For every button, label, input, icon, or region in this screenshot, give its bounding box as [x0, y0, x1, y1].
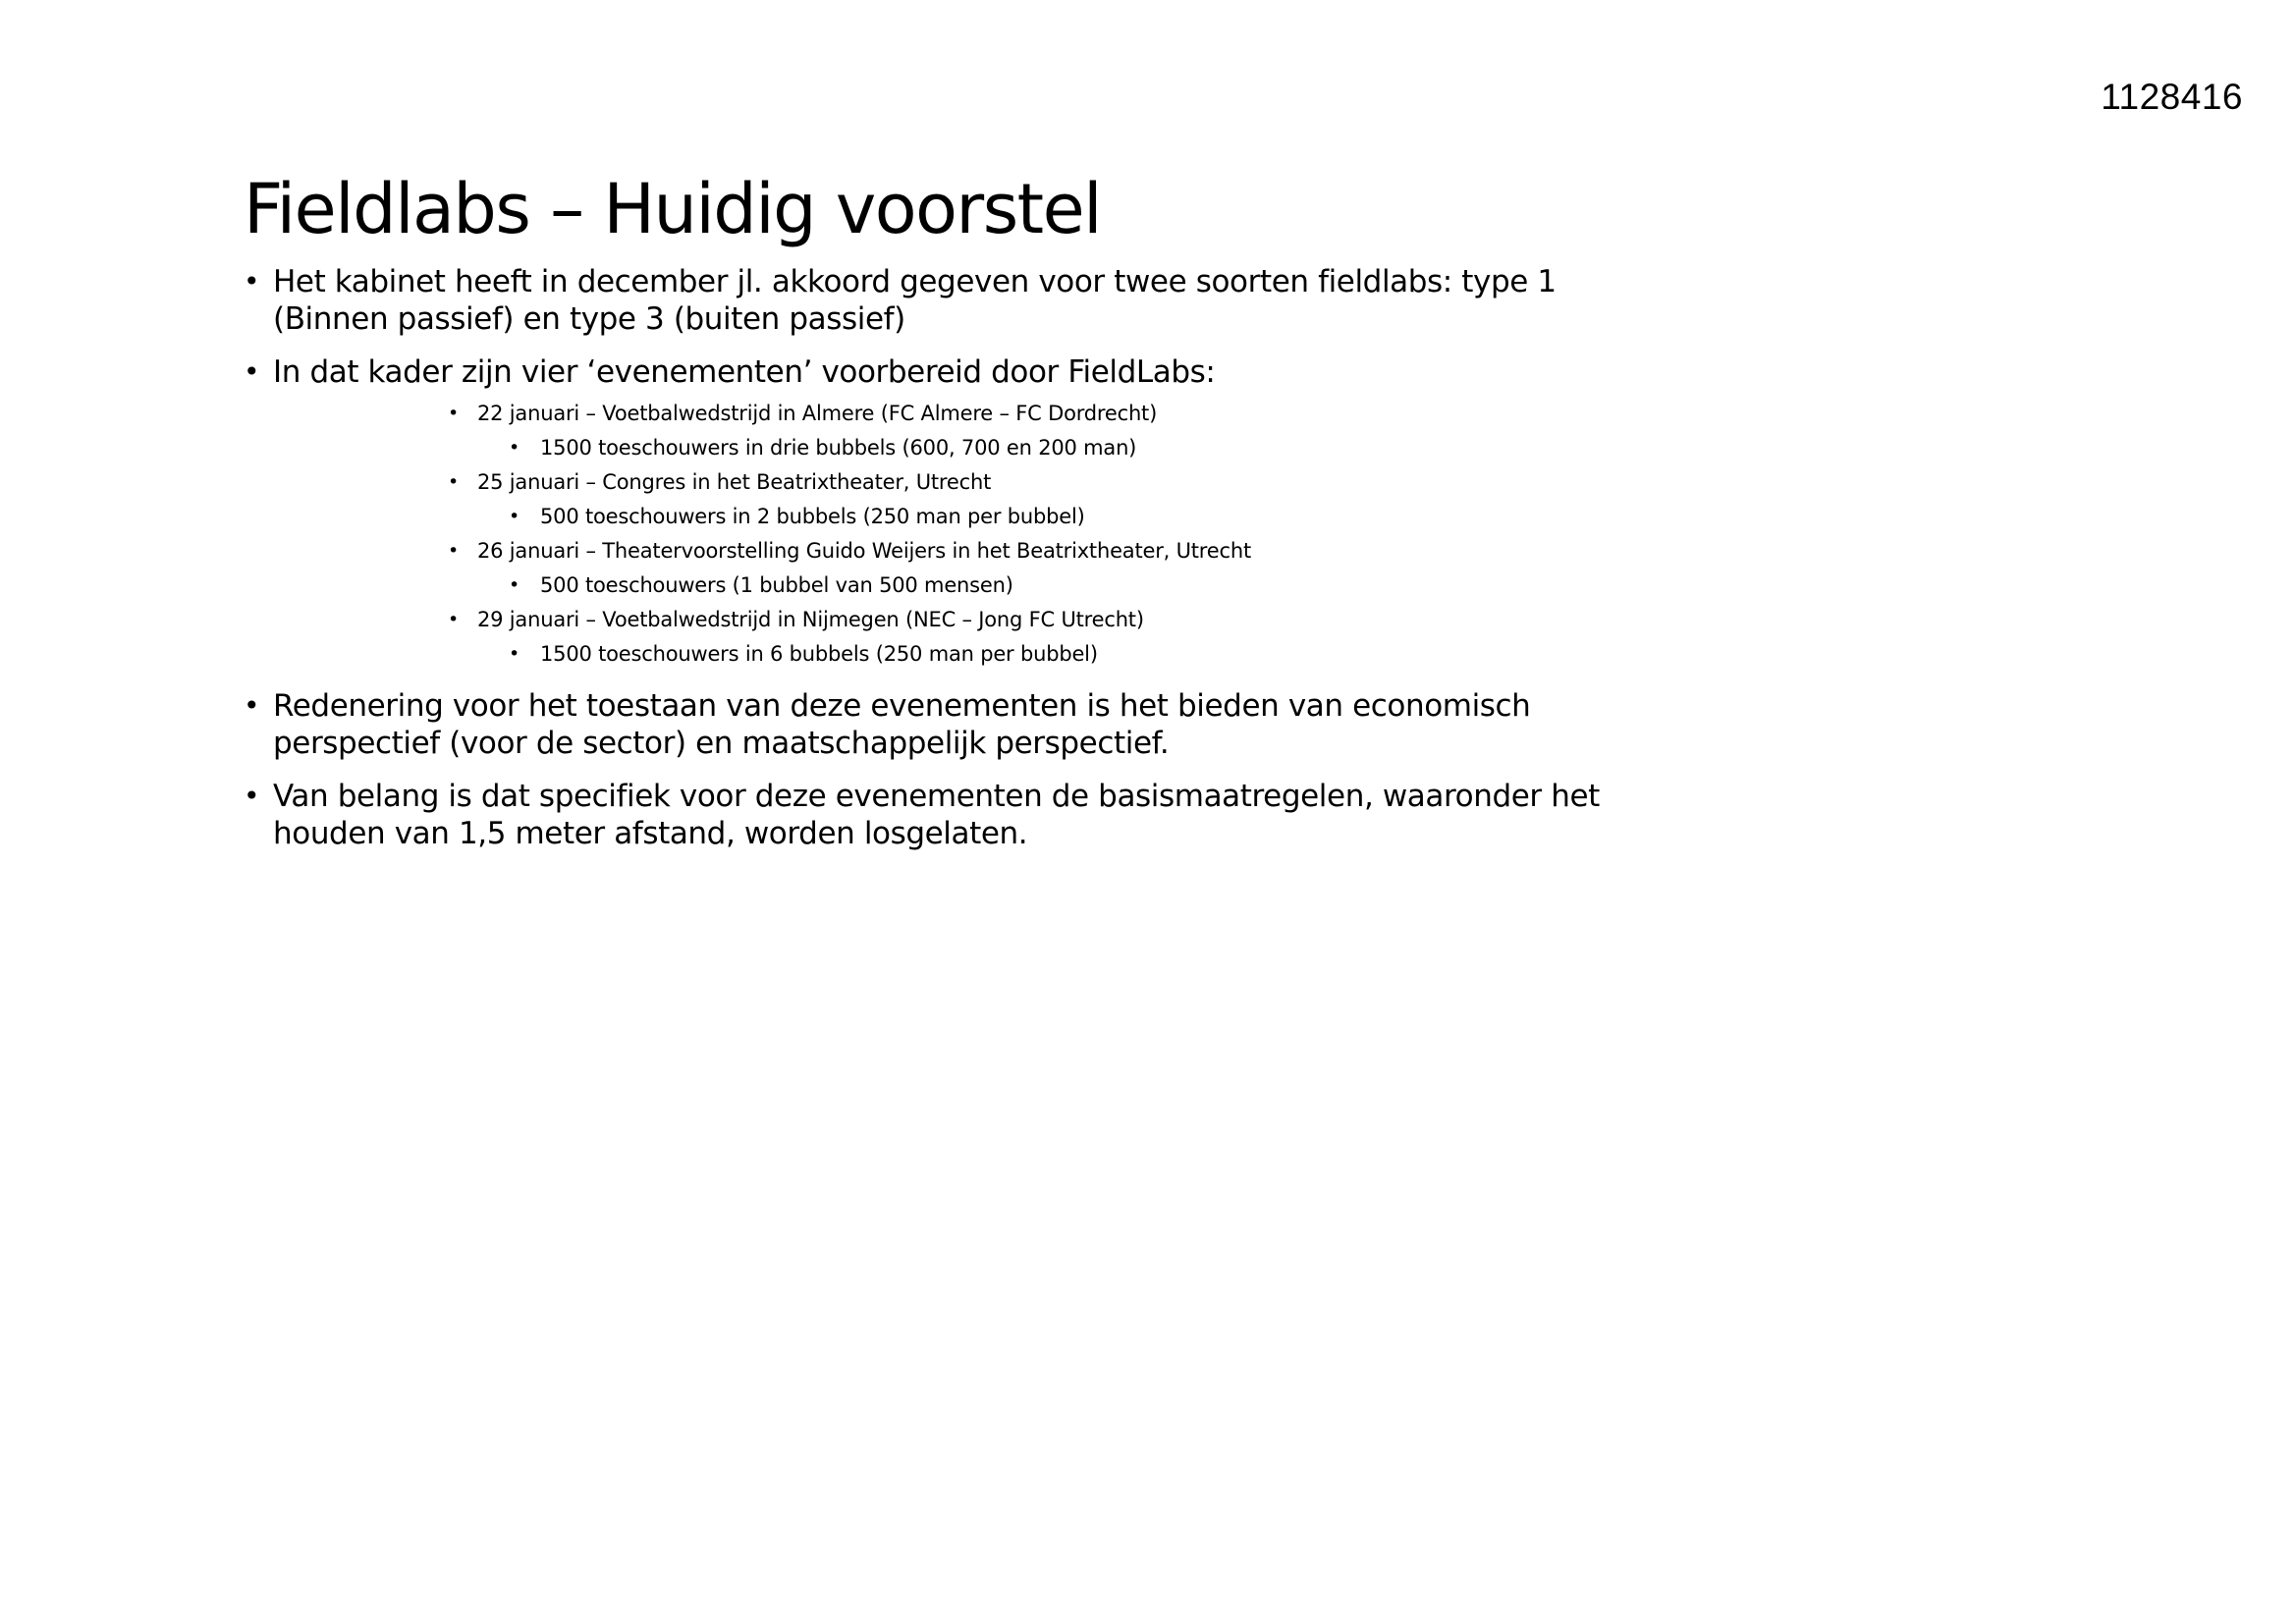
bullet-dot: • [244, 689, 260, 722]
event-detail [509, 637, 1667, 672]
event-item [448, 534, 1667, 568]
event-item [448, 603, 1667, 637]
event-detail-text: 1500 toeschouwers in drie bubbels (600, 700 en 200 man) [540, 436, 1137, 460]
slide-content [244, 263, 1667, 868]
bullet-dot: • [244, 355, 260, 388]
bullet-text: Redenering voor het toestaan van deze evenementen is het bieden van economisch perspectief (voor de sector) en maatschappelijk perspectief. [273, 688, 1531, 761]
event-text: 26 januari – Theatervoorstelling Guido Weijers in het Beatrixtheater, Utrecht [477, 539, 1251, 563]
bullet-dot: • [509, 643, 520, 665]
event-detail [509, 431, 1667, 465]
slide-title: Fieldlabs – Huidig voorstel [244, 169, 1102, 249]
event-detail [509, 500, 1667, 534]
event-item [448, 397, 1667, 431]
bullet-dot: • [509, 506, 520, 527]
bullet-text: Het kabinet heeft in december jl. akkoord gegeven voor twee soorten fieldlabs: type 1 (Binnen passief) en type 3 (buiten passief) [273, 264, 1557, 337]
bullet-dot: • [448, 403, 460, 424]
bullet-dot: • [448, 540, 460, 562]
bullet-dot: • [244, 780, 260, 812]
bullet-dot: • [509, 574, 520, 596]
page-number: 1128416 [2101, 77, 2243, 117]
bullet-item [244, 778, 1667, 852]
event-detail-text: 500 toeschouwers in 2 bubbels (250 man per bubbel) [540, 505, 1085, 528]
bullet-item [244, 263, 1667, 338]
bullet-dot: • [244, 265, 260, 298]
bullet-text: Van belang is dat specifiek voor deze evenementen de basismaatregelen, waaronder het houden van 1,5 meter afstand, worden losgelaten. [273, 779, 1600, 851]
bullet-item [244, 687, 1667, 762]
event-detail-text: 500 toeschouwers (1 bubbel van 500 mensen) [540, 573, 1013, 597]
bullet-dot: • [509, 437, 520, 459]
bullet-item [244, 353, 1667, 672]
event-text: 25 januari – Congres in het Beatrixtheater, Utrecht [477, 470, 992, 494]
bullet-dot: • [448, 609, 460, 630]
event-text: 22 januari – Voetbalwedstrijd in Almere (FC Almere – FC Dordrecht) [477, 402, 1158, 425]
event-item [448, 465, 1667, 500]
event-detail [509, 568, 1667, 603]
event-detail-text: 1500 toeschouwers in 6 bubbels (250 man per bubbel) [540, 642, 1098, 666]
bullet-dot: • [448, 471, 460, 493]
event-text: 29 januari – Voetbalwedstrijd in Nijmegen (NEC – Jong FC Utrecht) [477, 608, 1144, 631]
event-list [448, 397, 1667, 672]
bullet-text: In dat kader zijn vier ‘evenementen’ voorbereid door FieldLabs: [273, 354, 1216, 390]
